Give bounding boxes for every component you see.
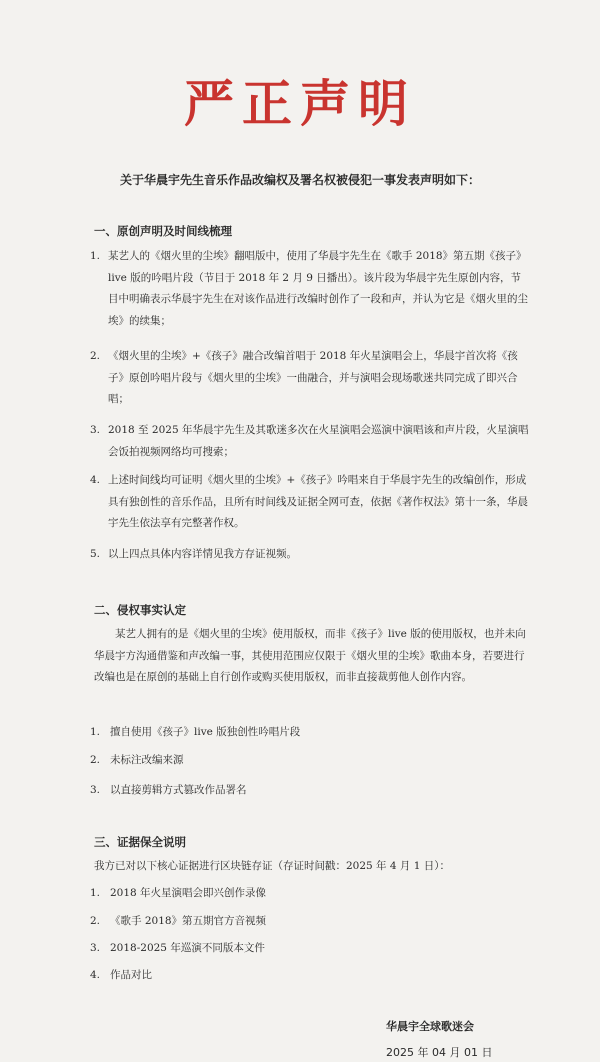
item-number: 2.	[90, 350, 101, 362]
section1-item-3	[90, 420, 530, 463]
section1-heading: 一、原创声明及时间线梳理	[94, 224, 232, 238]
item-number: 2.	[90, 754, 101, 766]
item-number: 1.	[90, 250, 101, 262]
item-number: 4.	[90, 474, 101, 486]
item-number: 3.	[90, 784, 101, 796]
section2-item-2	[90, 750, 530, 772]
document-title: 严正声明	[184, 75, 416, 133]
item-text: 未标注改编来源	[110, 754, 184, 766]
section3-item-3	[90, 938, 530, 960]
item-text: 2018-2025 年巡演不同版本文件	[110, 942, 265, 954]
section1-item-4	[90, 470, 530, 535]
signature-date: 2025 年 04 月 01 日	[386, 1046, 493, 1059]
item-text: 《烟火里的尘埃》+《孩子》融合改编首唱于 2018 年火星演唱会上，华晨宇首次将《孩子》原创吟唱片段与《烟火里的尘埃》一曲融合，并与演唱会现场歌迷共同完成了即兴合唱；	[108, 350, 518, 405]
section1-item-1	[90, 246, 530, 332]
item-number: 1.	[90, 887, 101, 899]
section1-item-5	[90, 544, 530, 566]
item-text: 某艺人的《烟火里的尘埃》翻唱版中，使用了华晨宇先生在《歌手 2018》第五期《孩子》live 版的吟唱片段（节目于 2018 年 2 月 9 日播出）。该片段为华晨宇先生原创内容，节目中明确表示华晨宇先生在对该作品进行改编时创作了一段和声，并认为它是《烟火里的尘埃》的续集；	[108, 250, 528, 327]
item-text: 上述时间线均可证明《烟火里的尘埃》+《孩子》吟唱来自于华晨宇先生的改编创作，形成具有独创性的音乐作品，且所有时间线及证据全网可查，依据《著作权法》第十一条，华晨宇先生依法享有完整著作权。	[108, 474, 528, 529]
item-number: 5.	[90, 548, 101, 560]
item-number: 3.	[90, 424, 101, 436]
item-number: 3.	[90, 942, 101, 954]
item-text: 作品对比	[110, 969, 152, 981]
section1-item-2	[90, 346, 530, 411]
item-text: 《歌手 2018》第五期官方音视频	[110, 915, 267, 927]
section2-paragraph: 某艺人拥有的是《烟火里的尘埃》使用版权，而非《孩子》live 版的使用版权，也并未向华晨宇方沟通借鉴和声改编一事，其使用范围应仅限于《烟火里的尘埃》歌曲本身，若要进行改编也是在原创的基础上自行创作或购买使用版权，而非直接裁剪他人创作内容。	[94, 628, 526, 683]
item-text: 2018 年火星演唱会即兴创作录像	[110, 887, 267, 899]
section3-item-2	[90, 911, 530, 933]
item-number: 2.	[90, 915, 101, 927]
item-number: 4.	[90, 969, 101, 981]
section3-item-4	[90, 965, 530, 987]
item-text: 擅自使用《孩子》live 版独创性吟唱片段	[110, 726, 301, 738]
section3-heading: 三、证据保全说明	[94, 835, 186, 849]
signature-name: 华晨宇全球歌迷会	[386, 1020, 474, 1033]
item-text: 以直接剪辑方式篡改作品署名	[110, 784, 247, 796]
section2-item-1	[90, 722, 530, 744]
item-text: 2018 至 2025 年华晨宇先生及其歌迷多次在火星演唱会巡演中演唱该和声片段，火星演唱会饭拍视频网络均可搜索；	[108, 424, 529, 458]
section3-intro: 我方已对以下核心证据进行区块链存证（存证时间戳：2025 年 4 月 1 日）：	[94, 860, 451, 872]
item-text: 以上四点具体内容详情见我方存证视频。	[108, 548, 297, 560]
section2-item-3	[90, 780, 530, 802]
section3-item-1	[90, 883, 530, 905]
document-subtitle: 关于华晨宇先生音乐作品改编权及署名权被侵犯一事发表声明如下：	[119, 173, 480, 187]
item-number: 1.	[90, 726, 101, 738]
section2-heading: 二、侵权事实认定	[94, 603, 186, 617]
